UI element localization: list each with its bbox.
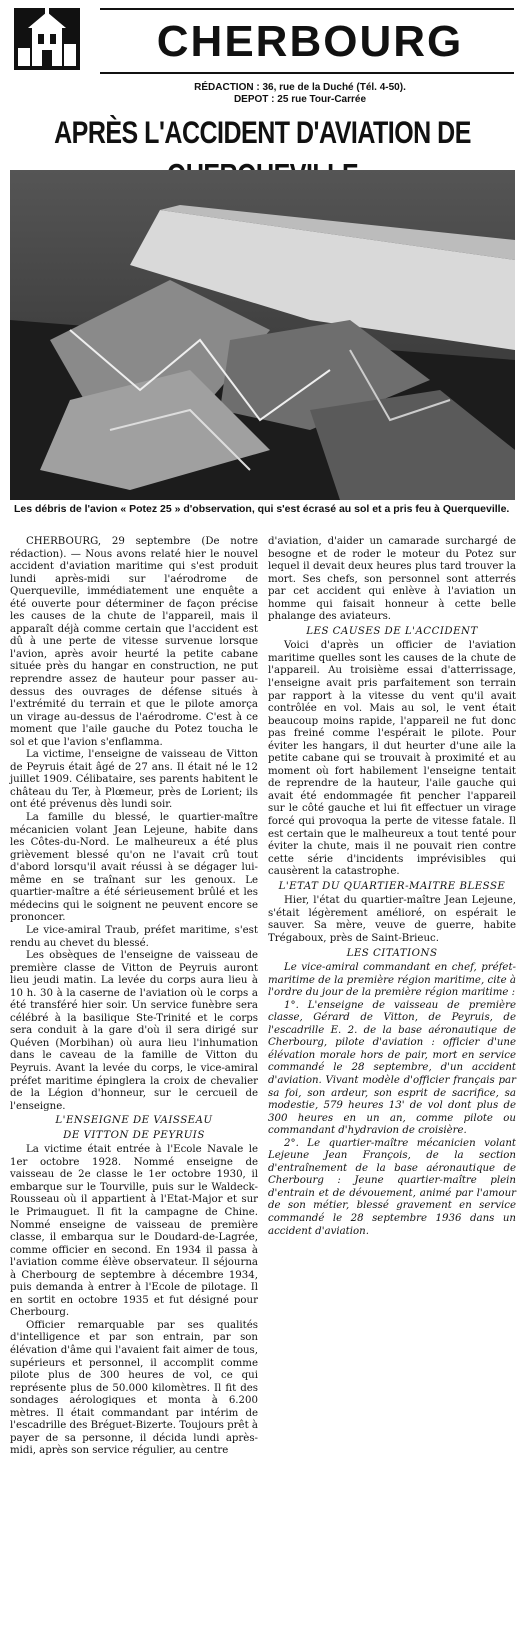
article-paragraph: d'aviation, d'aider un camarade surchargé de besogne et de roder le moteur du Potez sur lequel il devait deux heures plus tard trouver la mort. Ses chefs, son personnel sont atterrés par cet accident qui enlève à l'aviation un homme qui faisait honneur à cette belle phalange des aviateurs. — [268, 536, 516, 623]
section-heading: L'ENSEIGNE DE VAISSEAU — [55, 1115, 213, 1127]
article-paragraph: Hier, l'état du quartier-maître Jean Lejeune, s'était légèrement amélioré, on espérait le sauver. Sa mère, veuve de guerre, habite Trégaboux, près de Saint-Brieuc. — [268, 895, 516, 944]
section-heading: L'ETAT DU QUARTIER-MAITRE BLESSE — [278, 880, 506, 892]
article-paragraph: 2°. Le quartier-maître mécanicien volant Lejeune Jean François, de la section d'entraînement de la base aéronautique de Cherbourg : Jeune quartier-maître plein d'entrain et de dévouement, animé par l'amour de son métier, blessé gravement en service commandé le 28 septembre 1936 dans un accident d'aviation. — [268, 1137, 516, 1237]
article-paragraph: Le vice-amiral Traub, préfet maritime, s'est rendu au chevet du blessé. — [10, 924, 258, 949]
article-paragraph: Voici d'après un officier de l'aviation maritime quelles sont les causes de la chute de l'appareil. Au troisième essai d'atterrissage, l'enseigne avait pris parfaitement son terrain par rapport à la vitesse du vent qu'il avait contrôlée en vol. Mais au sol, le vent était beaucoup moins rapide, l'appareil ne fut donc pas freiné comme l'espérait le pilote. Pour éviter les hangars, il dut heurter d'une aile la petite cabane qui se trouvait à proximité et au moment où fort habilement l'enseigne tentait de reprendre de la hauteur, l'aile gauche qui avait été endommagée fit pencher l'appareil sur le côté gauche et lui fit effectuer un virage forcé qui provoqua la perte de vitesse fatale. Il est certain que le malheureux a tout tenté pour éviter la chute, mais il ne pouvait rien contre cette série d'incidents imprévisibles qui causèrent la catastrophe. — [268, 640, 516, 878]
article-right-column — [268, 536, 516, 1238]
wreckage-photo — [10, 170, 515, 500]
article-paragraph: Les obsèques de l'enseigne de vaisseau de première classe de Vitton de Peyruis auront lieu jeudi matin. La levée du corps aura lieu à 10 h. 30 à la caserne de l'aviation où le corps a été transféré hier soir. Un service funèbre sera célébré à la basilique Ste-Trinité et le corps sera conduit à la gare d'où il sera dirigé sur Quéven (Morbihan) où aura lieu l'inhumation dans le caveau de la famille de Vitton du Peyruis. Avant la levée du corps, le vice-amiral préfet maritime épinglera la croix de chevalier de la Légion d'honneur, sur le cercueil de l'enseigne. — [10, 950, 258, 1112]
article-paragraph: 1°. L'enseigne de vaisseau de première classe, Gérard de Vitton, de Peyruis, de l'escadrille E. 2. de la base aéronautique de Cherbourg, pilote d'aviation : officier d'une élévation morale hors de pair, mort en service commandé le 28 septembre, d'un accident d'aviation. Vivant modèle d'officier français par sa foi, son ardeur, son esprit de sacrifice, sa modestie, 579 heures 13' de vol dont plus de 300 heures en un an, comme pilote ou commandant d'hydravion de croisière. — [268, 999, 516, 1137]
wreckage-photo-image — [10, 170, 515, 500]
article-paragraph: CHERBOURG, 29 septembre (De notre rédaction). — Nous avons relaté hier le nouvel accident d'aviation maritime qui s'est produit lundi après-midi sur l'aérodrome de Querqueville, immédiatement une enquête a été ouverte pour déterminer de façon précise les causes de la chute de l'appareil, mais il apparaît déjà comme certain que l'accident est dû à une perte de vitesse survenue lorsque l'avion, après avoir heurté la petite cabane située près du hangar en construction, ne put reprendre assez de hauteur pour passer au-dessus des ouvrages de défense situés à l'extrémité du terrain et que le pilote amorça un virage au-dessus de l'aérodrome. C'est à ce moment que l'aile gauche du Potez toucha le sol et que l'avion s'enflamma. — [10, 536, 258, 748]
section-heading: LES CAUSES DE L'ACCIDENT — [306, 625, 478, 637]
masthead — [14, 8, 514, 70]
section-heading: LES CITATIONS — [346, 947, 438, 959]
photo-caption: Les débris de l'avion « Potez 25 » d'observation, qui s'est écrasé au sol et a pris feu à Querqueville. — [14, 503, 510, 515]
masthead-top-rule — [100, 8, 514, 10]
masthead-address-redaction: RÉDACTION : 36, rue de la Duché (Tél. 4-50). — [194, 82, 406, 93]
article-paragraph: La victime, l'enseigne de vaisseau de Vitton de Peyruis était âgé de 27 ans. Il était né le 12 juillet 1909. Célibataire, ses parents habitent le château du Ter, à Plœmeur, près de Lorient; ils ont été prévenus dès lundi soir. — [10, 749, 258, 811]
masthead-title: CHERBOURG — [156, 17, 464, 66]
article-paragraph: La victime était entrée à l'Ecole Navale le 1er octobre 1928. Nommé enseigne de vaisseau de 2e classe le 1er octobre 1930, il embarque sur le Tourville, puis sur le Waldeck-Rousseau où il appartient à l'Etat-Major et sur le Primauguet. Il fit la campagne de Chine. Nommé enseigne de vaisseau de première classe, il embarqua sur le Doudard-de-Lagrée, comme officier en second. En 1934 il passa à l'aviation comme élève observateur. Il séjourna à Cherbourg de septembre à décembre 1934, puis demanda à entrer à l'Ecole de pilotage. Il en sortit en octobre 1935 et fut désigné pour Cherbourg. — [10, 1144, 258, 1319]
article-left-column — [10, 536, 258, 1458]
section-heading: DE VITTON DE PEYRUIS — [63, 1129, 205, 1141]
article-paragraph: Officier remarquable par ses qualités d'intelligence et par son entrain, par son élévation d'âme qui l'avaient fait aimer de tous, supérieurs et personnel, il accomplit comme pilote plus de 300 heures de vol, ce qui représente plus de 50.000 kilomètres. Il fit des sondages aérologiques et monta à 6.200 mètres. Il était commandant par intérim de l'escadrille des Bréguet-Bizerte. Toujours prêt à payer de sa personne, il décida lundi après-midi, après son service régulier, au centre — [10, 1319, 258, 1457]
headline: APRÈS L'ACCIDENT D'AVIATION DE — [54, 115, 471, 151]
article-paragraph: Le vice-amiral commandant en chef, préfet-maritime de la première région maritime, cite à l'ordre du jour de la première région maritime : — [268, 962, 516, 999]
church-tower-logo-icon — [14, 8, 80, 70]
masthead-address-depot: DEPOT : 25 rue Tour-Carrée — [233, 94, 367, 105]
article-paragraph: La famille du blessé, le quartier-maître mécanicien volant Jean Lejeune, habite dans les Côtes-du-Nord. Le malheureux a été plus grièvement blessé qu'on ne l'avait crû tout d'abord lorsqu'il avait réussi à se dégager lui-même en se traînant sur les genoux. Le quartier-maître a été sérieusement brûlé et les médecins qui le soignent ne peuvent encore se prononcer. — [10, 812, 258, 924]
masthead-bottom-rule — [100, 72, 514, 74]
